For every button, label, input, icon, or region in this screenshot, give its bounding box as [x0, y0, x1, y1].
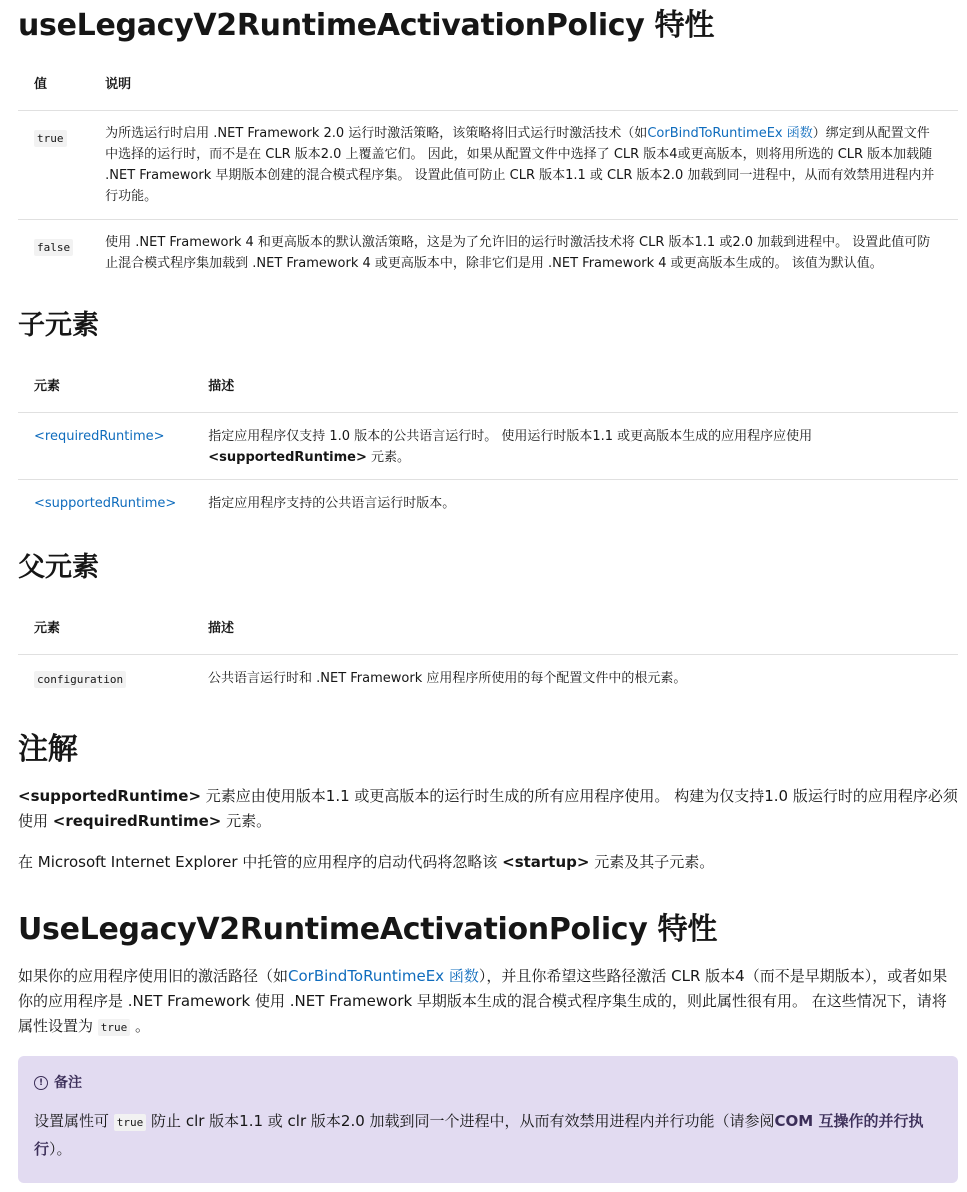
table-row — [18, 655, 958, 703]
section-title-child-elements: 子元素 — [18, 310, 99, 341]
corbindtoruntimeex-link-2[interactable]: CorBindToRuntimeEx 函数 — [288, 967, 479, 985]
value-description: 使用 .NET Framework 4 和更高版本的默认激活策略，这是为了允许旧的运行时激活技术将 CLR 版本1.1 或2.0 加载到进程中。 设置此值可防止混合模式程序集加载到 .NET Framework 4 或更高版本中，除非它们是用 .NET Framework 4 或更高版本生成的。 该值为默认值。 — [105, 235, 931, 271]
element-description: 指定应用程序支持的公共语言运行时版本。 — [208, 496, 456, 511]
parent-elements-table — [18, 598, 958, 702]
uselegacy-paragraph: 如果你的应用程序使用旧的激活路径（如CorBindToRuntimeEx 函数），并且你希望这些路径激活 CLR 版本4（而不是早期版本），或者如果你的应用程序是 .NET Framework 使用 .NET Framework 早期版本生成的混合模式程序集生成的，则此属性很有用。 在这些情况下，请将属性设置为 true 。 — [18, 967, 948, 1035]
note-body: 设置属性可 true 防止 clr 版本1.1 或 clr 版本2.0 加载到同一个进程中，从而有效禁用进程内并行功能（请参阅COM 互操作的并行执行）。 — [34, 1112, 924, 1158]
table-row — [18, 413, 958, 480]
column-header-description: 说明 — [89, 54, 958, 111]
value-code: false — [34, 239, 73, 256]
element-description: 指定应用程序仅支持 1.0 版本的公共语言运行时。 使用运行时版本1.1 或更高版本生成的应用程序应使用 <supportedRuntime> 元素。 — [192, 413, 958, 480]
corbindtoruntimeex-link[interactable]: CorBindToRuntimeEx 函数 — [647, 126, 813, 141]
table-row — [18, 480, 958, 527]
true-code: true — [98, 1019, 131, 1036]
remarks-paragraph-1: <supportedRuntime> 元素应由使用版本1.1 或更高版本的运行时生成的所有应用程序使用。 构建为仅支持1.0 版运行时的应用程序必须使用 <requiredRuntime> 元素。 — [18, 787, 958, 830]
side-by-side-link[interactable]: COM 互操作的并行执行 — [34, 1112, 924, 1158]
section-title-remarks: 注解 — [18, 732, 78, 767]
column-header-element: 元素 — [18, 598, 192, 655]
value-code: true — [34, 130, 67, 147]
section-title-attribute: useLegacyV2RuntimeActivationPolicy 特性 — [18, 8, 715, 43]
table-row — [18, 111, 958, 220]
column-header-element: 元素 — [18, 356, 192, 413]
requiredruntime-link[interactable]: <requiredRuntime> — [34, 429, 165, 444]
section-title-parent-elements: 父元素 — [18, 552, 99, 583]
column-header-value: 值 — [18, 54, 89, 111]
note-callout — [18, 1056, 958, 1183]
supportedruntime-link[interactable]: <supportedRuntime> — [34, 496, 177, 511]
note-title: 备注 — [54, 1075, 82, 1091]
true-code: true — [114, 1114, 147, 1131]
value-description: 为所选运行时启用 .NET Framework 2.0 运行时激活策略，该策略将旧式运行时激活技术（如CorBindToRuntimeEx 函数）绑定到从配置文件中选择的运行时，而不是在 CLR 版本2.0 上覆盖它们。 因此，如果从配置文件中选择了 CLR 版本4或更高版本，则将用所选的 CLR 版本加载随 .NET Framework 早期版本创建的混合模式程序集。 设置此值可防止 CLR 版本1.1 或 CLR 版本2.0 加载到同一进程中，从而有效禁用进程内并行功能。 — [89, 111, 958, 220]
child-elements-table — [18, 356, 958, 526]
values-table — [18, 54, 958, 286]
table-row — [18, 220, 958, 287]
element-description: 公共语言运行时和 .NET Framework 应用程序所使用的每个配置文件中的根元素。 — [208, 671, 687, 686]
info-icon: ! — [34, 1076, 48, 1090]
remarks-paragraph-2: 在 Microsoft Internet Explorer 中托管的应用程序的启动代码将忽略该 <startup> 元素及其子元素。 — [18, 853, 715, 871]
column-header-description: 描述 — [192, 598, 958, 655]
column-header-description: 描述 — [192, 356, 958, 413]
note-header — [34, 1072, 942, 1094]
configuration-code: configuration — [34, 671, 126, 688]
section-title-uselegacy: UseLegacyV2RuntimeActivationPolicy 特性 — [18, 912, 718, 947]
